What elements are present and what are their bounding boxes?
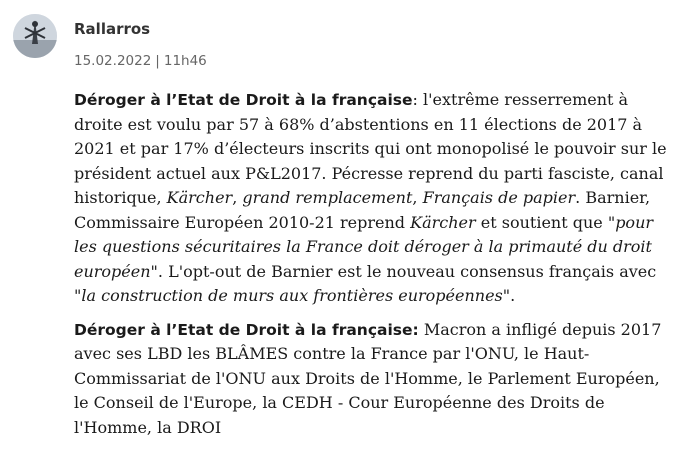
italic-quote: la construction de murs aux frontières européennes [81,286,503,305]
comment-paragraph [74,318,679,441]
italic-quote: Kärcher [166,188,233,207]
text-span: Macron a infligé depuis 2017 avec ses LBD les BLÂMES contre la France par l'ONU, le Haut-Commissariat de l'ONU aux Droits de l'Homme, le Parlement Européen, le Conseil de l'Europe, la CEDH - Cour Européenne des Droits de l'Homme, la DROI [74,319,662,437]
comment-time: 11h46 [163,53,207,69]
comment-paragraph [74,88,679,309]
avatar-image [13,14,57,58]
paragraph-lead: Déroger à l’Etat de Droit à la française: [74,320,419,339]
comment-timestamp [74,53,207,69]
comment-date: 15.02.2022 [74,53,152,69]
italic-quote: Kärcher [410,212,476,232]
comment-body [74,88,679,449]
timestamp-separator: | [155,53,160,69]
italic-quote: pour les questions sécuritaires la France doit déroger à la primauté du droit européen [74,212,654,281]
avatar[interactable] [13,14,57,58]
author-name[interactable]: Rallarros [74,20,151,38]
italic-quote: grand remplacement [242,188,413,207]
text-span: : l'extrême resserrement à droite est voulu par 57 à 68% d’abstentions en 11 élections de 2017 à 2021 et par 17% d’électeurs inscrits qui ont monopolisé le pouvoir sur le président actuel aux P&L2017. Pécresse reprend du parti fasciste, canal historique, [74,90,667,207]
italic-quote: Français de papier [422,188,576,207]
text-span: . Barnier, Commissaire Européen 2010-21 reprend [74,188,651,232]
paragraph-lead: Déroger à l’Etat de Droit à la française [74,91,413,109]
text-span: , [412,188,423,207]
text-span: ". L'opt-out de Barnier est le nouveau consensus français avec " [74,261,657,305]
text-span: , [232,188,243,207]
text-span: et soutient que " [475,212,616,232]
text-span: ". [502,286,516,305]
